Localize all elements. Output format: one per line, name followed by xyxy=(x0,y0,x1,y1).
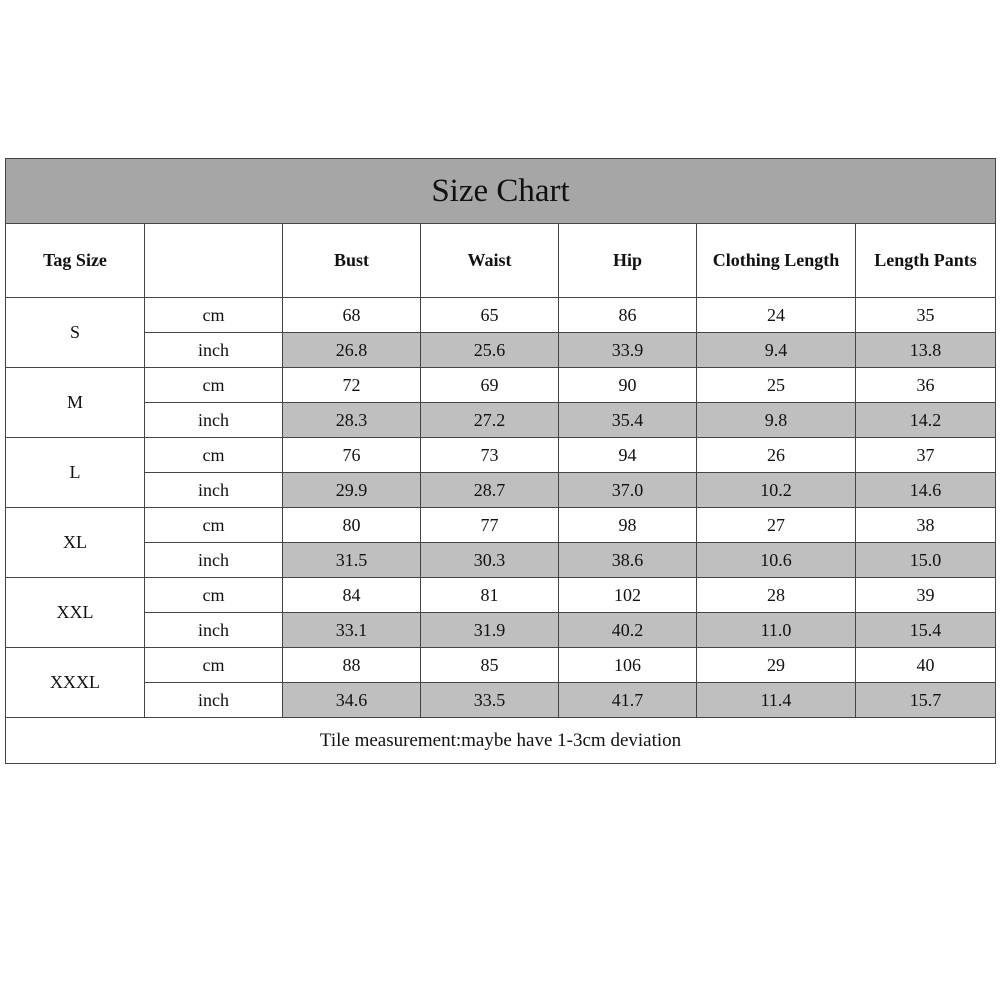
table-row xyxy=(6,683,996,718)
waist-value: 73 xyxy=(421,438,559,473)
unit-label: inch xyxy=(145,613,283,648)
unit-label: cm xyxy=(145,438,283,473)
measurement-note: Tile measurement:maybe have 1-3cm deviation xyxy=(6,718,996,764)
waist-value: 25.6 xyxy=(421,333,559,368)
clothing-length-value: 9.4 xyxy=(697,333,856,368)
size-label: S xyxy=(6,298,145,368)
waist-value: 77 xyxy=(421,508,559,543)
waist-value: 85 xyxy=(421,648,559,683)
table-row xyxy=(6,578,996,613)
waist-value: 30.3 xyxy=(421,543,559,578)
header-waist: Waist xyxy=(421,224,559,298)
size-label: L xyxy=(6,438,145,508)
table-row xyxy=(6,543,996,578)
bust-value: 33.1 xyxy=(283,613,421,648)
bust-value: 76 xyxy=(283,438,421,473)
header-length-pants: Length Pants xyxy=(856,224,996,298)
header-tag-size: Tag Size xyxy=(6,224,145,298)
length-pants-value: 13.8 xyxy=(856,333,996,368)
unit-label: inch xyxy=(145,403,283,438)
unit-label: cm xyxy=(145,368,283,403)
clothing-length-value: 24 xyxy=(697,298,856,333)
length-pants-value: 14.2 xyxy=(856,403,996,438)
bust-value: 28.3 xyxy=(283,403,421,438)
hip-value: 37.0 xyxy=(559,473,697,508)
hip-value: 38.6 xyxy=(559,543,697,578)
table-row xyxy=(6,333,996,368)
hip-value: 90 xyxy=(559,368,697,403)
hip-value: 35.4 xyxy=(559,403,697,438)
size-label: XXL xyxy=(6,578,145,648)
waist-value: 33.5 xyxy=(421,683,559,718)
length-pants-value: 36 xyxy=(856,368,996,403)
table-row xyxy=(6,613,996,648)
hip-value: 41.7 xyxy=(559,683,697,718)
clothing-length-value: 26 xyxy=(697,438,856,473)
bust-value: 68 xyxy=(283,298,421,333)
unit-label: cm xyxy=(145,648,283,683)
size-label: XXXL xyxy=(6,648,145,718)
clothing-length-value: 29 xyxy=(697,648,856,683)
clothing-length-value: 10.6 xyxy=(697,543,856,578)
clothing-length-value: 25 xyxy=(697,368,856,403)
unit-label: cm xyxy=(145,298,283,333)
waist-value: 31.9 xyxy=(421,613,559,648)
header-row xyxy=(6,224,996,298)
title-row xyxy=(6,159,996,224)
length-pants-value: 39 xyxy=(856,578,996,613)
length-pants-value: 38 xyxy=(856,508,996,543)
clothing-length-value: 9.8 xyxy=(697,403,856,438)
bust-value: 29.9 xyxy=(283,473,421,508)
table-row xyxy=(6,298,996,333)
bust-value: 34.6 xyxy=(283,683,421,718)
bust-value: 84 xyxy=(283,578,421,613)
waist-value: 65 xyxy=(421,298,559,333)
unit-label: cm xyxy=(145,508,283,543)
table-row xyxy=(6,403,996,438)
table-row xyxy=(6,473,996,508)
bust-value: 88 xyxy=(283,648,421,683)
bust-value: 26.8 xyxy=(283,333,421,368)
hip-value: 94 xyxy=(559,438,697,473)
hip-value: 98 xyxy=(559,508,697,543)
table-row xyxy=(6,648,996,683)
waist-value: 27.2 xyxy=(421,403,559,438)
header-unit xyxy=(145,224,283,298)
unit-label: cm xyxy=(145,578,283,613)
waist-value: 81 xyxy=(421,578,559,613)
unit-label: inch xyxy=(145,683,283,718)
size-label: M xyxy=(6,368,145,438)
table-row xyxy=(6,368,996,403)
clothing-length-value: 10.2 xyxy=(697,473,856,508)
clothing-length-value: 28 xyxy=(697,578,856,613)
chart-title: Size Chart xyxy=(6,159,996,224)
size-label: XL xyxy=(6,508,145,578)
unit-label: inch xyxy=(145,543,283,578)
waist-value: 28.7 xyxy=(421,473,559,508)
note-row xyxy=(6,718,996,764)
hip-value: 102 xyxy=(559,578,697,613)
header-hip: Hip xyxy=(559,224,697,298)
bust-value: 72 xyxy=(283,368,421,403)
table-row xyxy=(6,438,996,473)
hip-value: 33.9 xyxy=(559,333,697,368)
hip-value: 40.2 xyxy=(559,613,697,648)
clothing-length-value: 11.0 xyxy=(697,613,856,648)
bust-value: 31.5 xyxy=(283,543,421,578)
length-pants-value: 15.4 xyxy=(856,613,996,648)
unit-label: inch xyxy=(145,473,283,508)
length-pants-value: 40 xyxy=(856,648,996,683)
unit-label: inch xyxy=(145,333,283,368)
clothing-length-value: 11.4 xyxy=(697,683,856,718)
waist-value: 69 xyxy=(421,368,559,403)
length-pants-value: 15.0 xyxy=(856,543,996,578)
hip-value: 86 xyxy=(559,298,697,333)
header-clothing-length: Clothing Length xyxy=(697,224,856,298)
length-pants-value: 15.7 xyxy=(856,683,996,718)
length-pants-value: 35 xyxy=(856,298,996,333)
length-pants-value: 37 xyxy=(856,438,996,473)
clothing-length-value: 27 xyxy=(697,508,856,543)
length-pants-value: 14.6 xyxy=(856,473,996,508)
hip-value: 106 xyxy=(559,648,697,683)
size-chart-table xyxy=(5,158,996,764)
table-row xyxy=(6,508,996,543)
header-bust: Bust xyxy=(283,224,421,298)
bust-value: 80 xyxy=(283,508,421,543)
